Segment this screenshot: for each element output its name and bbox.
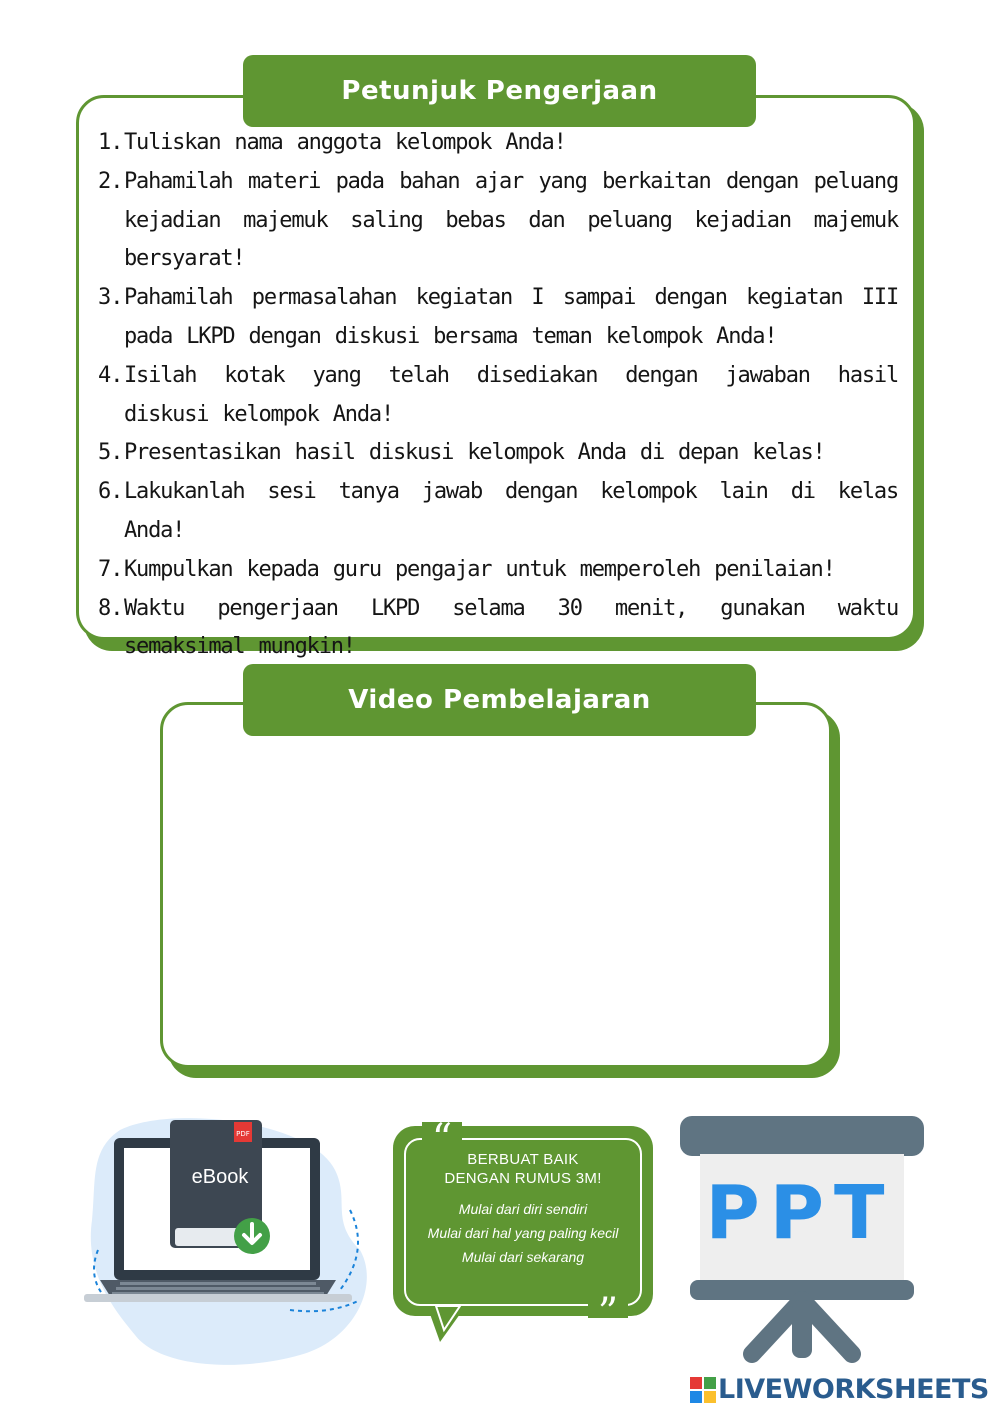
ppt-label: PPT [705,1170,895,1256]
ebook-download-illustration[interactable] [80,1110,380,1375]
quote-line: Mulai dari sekarang [461,1249,585,1265]
liveworksheets-logo-icon [690,1377,716,1403]
instructions-list [98,124,898,667]
liveworksheets-brand: LIVEWORKSHEETS [718,1374,989,1405]
svg-text:”: ” [597,1292,619,1322]
quote-title-line2: DENGAN RUMUS 3M! [444,1170,602,1187]
instruction-step: 1. Tuliskan nama anggota kelompok Anda! [98,130,566,155]
video-frame[interactable] [160,702,832,1068]
quote-content [404,1150,642,1269]
video-title: Video Pembelajaran [243,664,756,736]
instructions-title: Petunjuk Pengerjaan [243,55,756,127]
instruction-step: 2. Pahamilah materi pada bahan ajar yang berkaitan dengan peluang kejadian majemuk saling bebas dan peluang kejadian majemuk bersyarat! [98,168,898,272]
quote-line: Mulai dari diri sendiri [458,1201,588,1217]
close-quote-icon [588,1292,628,1322]
instruction-step: 3. Pahamilah permasalahan kegiatan I sampai dengan kegiatan III pada LKPD dengan diskusi bersama teman kelompok Anda! [98,285,898,349]
instruction-step: 6. Lakukanlah sesi tanya jawab dengan kelompok lain di kelas Anda! [98,479,898,543]
instruction-step: 4. Isilah kotak yang telah disediakan dengan jawaban hasil diskusi kelompok Anda! [98,362,898,427]
quote-tail [420,1300,490,1345]
instruction-step: 7. Kumpulkan kepada guru pengajar untuk memperoleh penilaian! [98,556,835,582]
open-quote-icon [422,1120,462,1150]
instruction-step: 5. Presentasikan hasil diskusi kelompok Anda di depan kelas! [98,440,825,466]
instruction-step: 8. Waktu pengerjaan LKPD selama 30 menit, gunakan waktu semaksimal mungkin! [98,595,898,660]
ebook-label: eBook [191,1166,249,1188]
quote-title-line1: BERBUAT BAIK [467,1151,579,1168]
quote-line: Mulai dari hal yang paling kecil [427,1225,619,1241]
ebook-pdf-badge: PDF [236,1130,250,1138]
svg-text:“: “ [431,1120,453,1150]
